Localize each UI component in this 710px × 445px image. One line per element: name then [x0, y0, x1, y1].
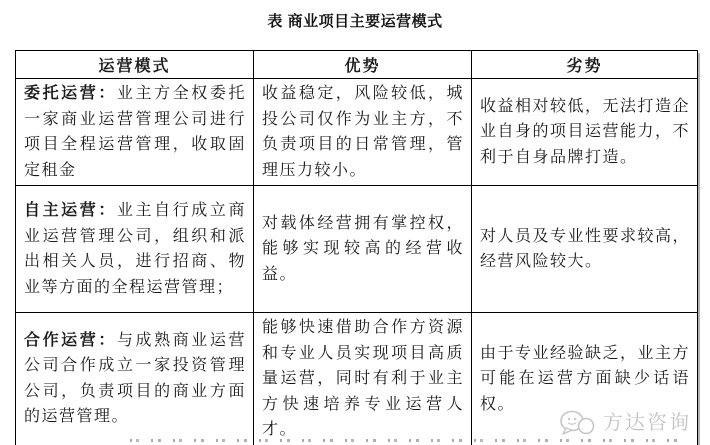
advantage-cell: 对载体经营拥有掌控权，能够实现较高的经营收益。: [254, 186, 472, 313]
chat-bubbles-icon: [558, 409, 598, 437]
disadvantage-text: 由于专业经验缺乏，业主方可能在运营方面缺少话语权。: [480, 344, 691, 413]
header-row: [16, 51, 698, 79]
disadvantage-cell: 收益相对较低，无法打造企业自身的项目运营能力，不利于自身品牌打造。: [472, 79, 698, 186]
disadvantage-cell: 对人员及专业性要求较高，经营风险较大。: [472, 186, 698, 313]
header-cell-advantage: 优势: [254, 51, 472, 79]
mode-cell: [16, 186, 254, 313]
disadvantage-cell: [472, 313, 698, 445]
page-title: 表 商业项目主要运营模式: [267, 13, 443, 30]
table-row: [16, 79, 698, 186]
watermark-text: 方达咨询: [603, 411, 691, 434]
mode-desc: 与成熟商业运营公司合作成立一家投资管理公司，负责项目的商业方面的运营管理。: [24, 331, 246, 426]
header-cell-disadvantage: 劣势: [472, 51, 698, 79]
advantage-cell: 能够快速借助合作方资源和专业人员实现项目高质量运营，同时有利于业主方快速培养专业运营人才。: [254, 313, 472, 445]
mode-label: 委托运营：: [24, 85, 117, 102]
watermark: [558, 409, 691, 437]
table-row: [16, 186, 698, 313]
advantage-cell: 收益稳定，风险较低，城投公司仅作为业主方，不负责项目的日常管理，管理压力较小。: [254, 79, 472, 186]
truncated-caption-tops: [130, 438, 686, 445]
mode-cell: [16, 313, 254, 445]
mode-desc: 业主自行成立商业运营管理公司，组织和派出相关人员，进行招商、物业等方面的全程运营管理；: [24, 202, 246, 296]
mode-desc: 业主方全权委托一家商业运营管理公司进行项目全程运营管理，收取固定租金: [24, 85, 246, 179]
table-row: [16, 313, 698, 445]
header-cell-mode: 运营模式: [16, 51, 254, 79]
mode-cell: [16, 79, 254, 186]
operation-modes-table: [15, 50, 698, 445]
mode-label: 合作运营：: [24, 331, 117, 349]
mode-label: 自主运营：: [24, 202, 117, 219]
